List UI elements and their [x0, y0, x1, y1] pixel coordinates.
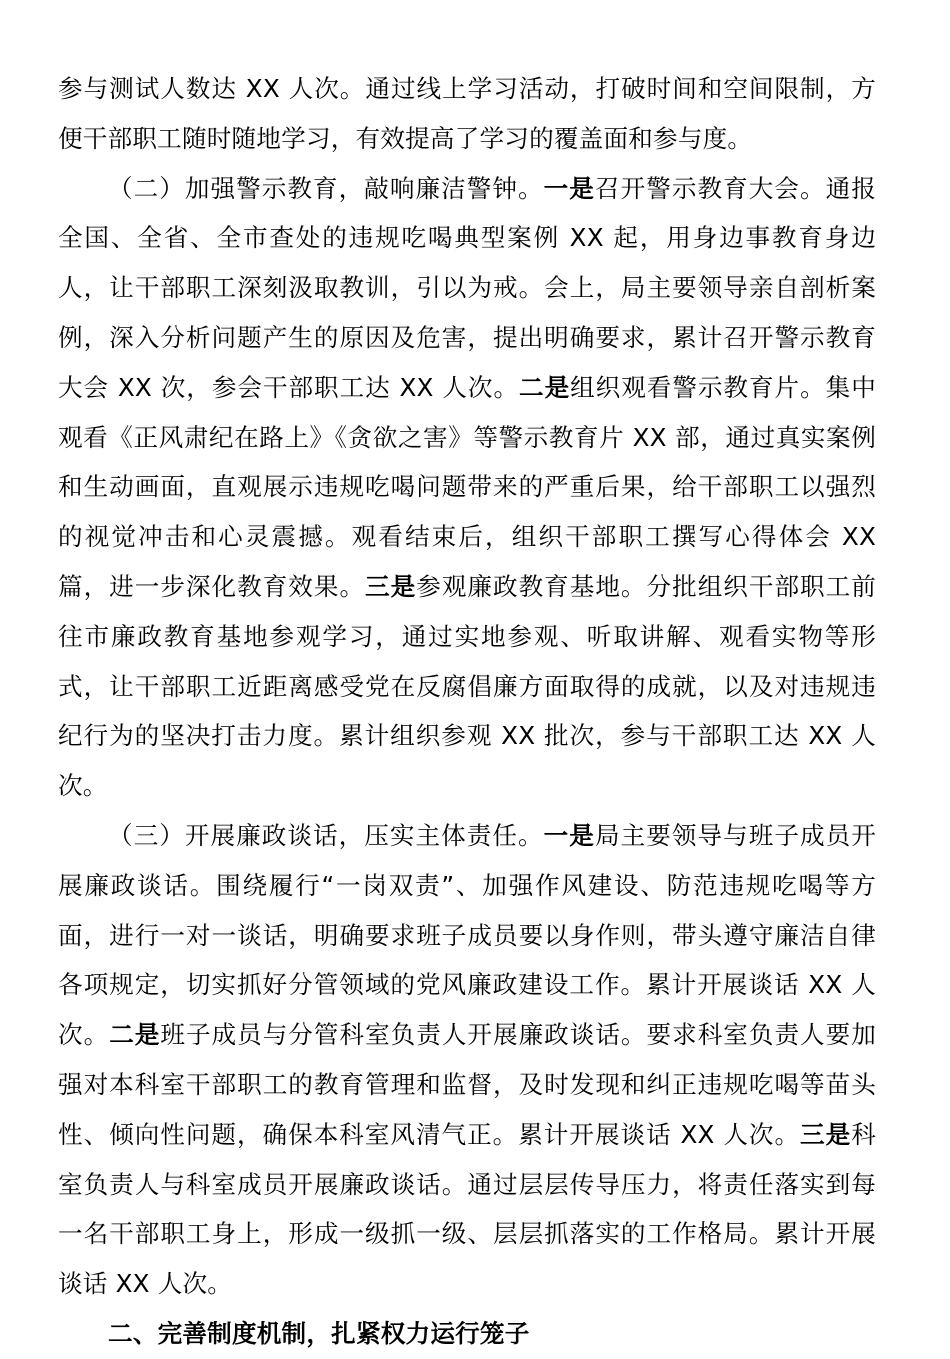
section-lead: （三）开展廉政谈话，压实主体责任。	[108, 820, 544, 850]
item-text: 科室负责人与科室成员开展廉政谈话。通过层层传导压力，将责任落实到每一名干部职工身上，形成一级抓一级、层层抓落实的工作格局。累计开展谈话 XX 人次。	[58, 1119, 876, 1299]
paragraph-online-learning	[58, 64, 876, 164]
paragraph-integrity-talks	[58, 811, 876, 1309]
marker-first: 一是	[543, 820, 595, 850]
marker-third: 三是	[365, 571, 417, 601]
marker-second: 二是	[519, 372, 571, 402]
paragraph-warning-education	[58, 164, 876, 811]
section-lead: （二）加强警示教育，敲响廉洁警钟。	[108, 173, 544, 203]
item-text: 班子成员与分管科室负责人开展廉政谈话。要求科室负责人要加强对本科室干部职工的教育管理和监督，及时发现和纠正违规吃喝等苗头性、倾向性问题，确保本科室风清气正。累计开展谈话 XX 人次。	[58, 1020, 877, 1149]
item-text: 组织观看警示教育片。集中观看《正风肃纪在路上》《贪欲之害》等警示教育片 XX 部，通过真实案例和生动画面，直观展示违规吃喝问题带来的严重后果，给干部职工以强烈的视觉冲击和心灵震撼。观看结束后，组织干部职工撰写心得体会 XX 篇，进一步深化教育效果。	[58, 372, 876, 601]
heading-text: 二、完善制度机制，扎紧权力运行笼子	[108, 1318, 530, 1348]
section-heading-2	[58, 1309, 876, 1359]
marker-first: 一是	[543, 173, 595, 203]
document-body	[58, 64, 876, 1359]
marker-third: 三是	[800, 1119, 852, 1149]
item-text: 参观廉政教育基地。分批组织干部职工前往市廉政教育基地参观学习，通过实地参观、听取讲解、观看实物等形式，让干部职工近距离感受党在反腐倡廉方面取得的成就，以及对违规违纪行为的坚决打击力度。累计组织参观 XX 批次，参与干部职工达 XX 人次。	[58, 571, 877, 801]
item-text: 召开警示教育大会。通报全国、全省、全市查处的违规吃喝典型案例 XX 起，用身边事教育身边人，让干部职工深刻汲取教训，引以为戒。会上，局主要领导亲自剖析案例，深入分析问题产生的原因及危害，提出明确要求，累计召开警示教育大会 XX 次，参会干部职工达 XX 人次。	[58, 173, 877, 402]
paragraph-text: 参与测试人数达 XX 人次。通过线上学习活动，打破时间和空间限制，方便干部职工随时随地学习，有效提高了学习的覆盖面和参与度。	[58, 74, 876, 153]
marker-second: 二是	[109, 1020, 161, 1050]
item-text: 局主要领导与班子成员开展廉政谈话。围绕履行“一岗双责”、加强作风建设、防范违规吃喝等方面，进行一对一谈话，明确要求班子成员要以身作则，带头遵守廉洁自律各项规定，切实抓好分管领域的党风廉政建设工作。累计开展谈话 XX 人次。	[58, 820, 877, 1050]
